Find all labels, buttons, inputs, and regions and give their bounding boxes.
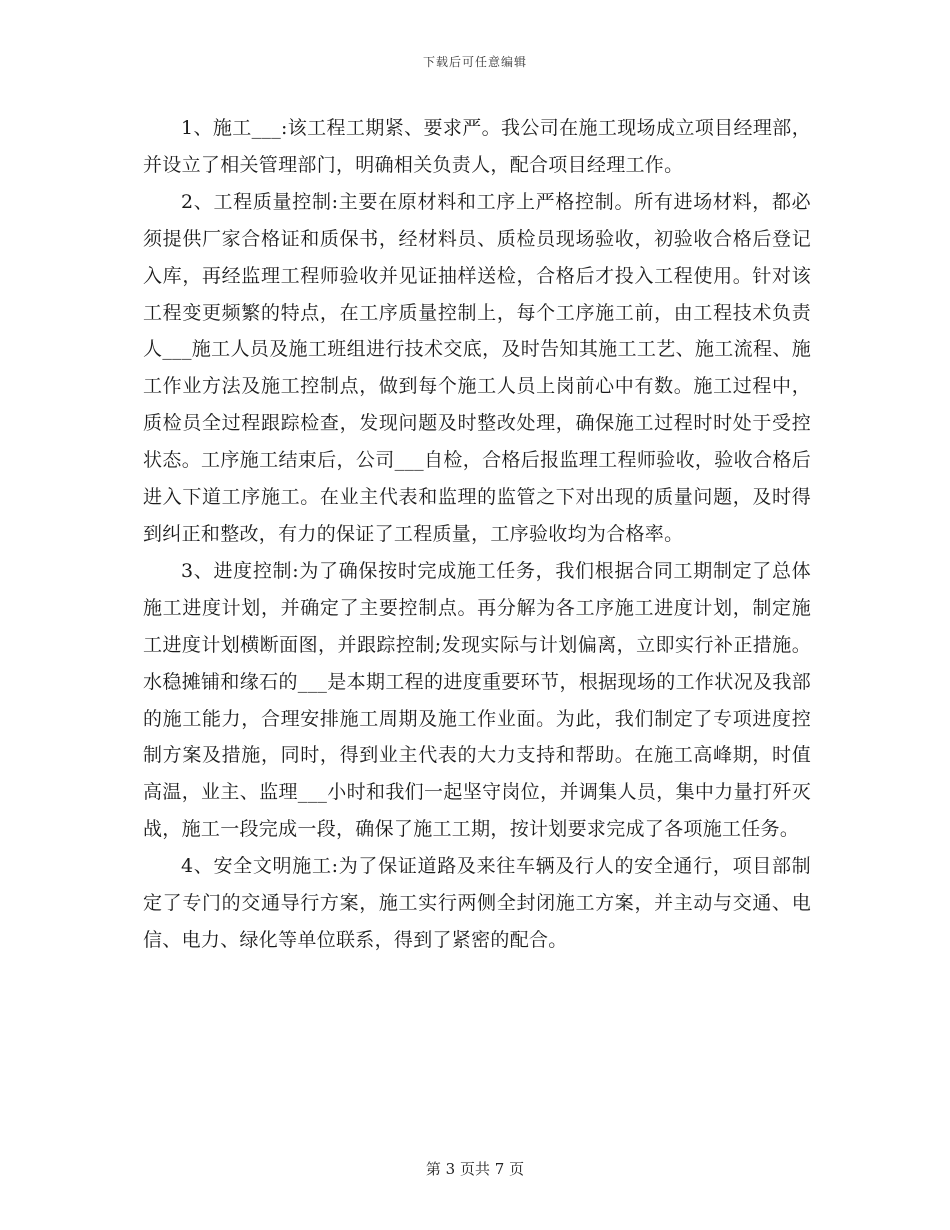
paragraph-quality-control: 2、工程质量控制:主要在原材料和工序上严格控制。所有进场材料，都必须提供厂家合格证和质保书，经材料员、质检员现场验收，初验收合格后登记入库，再经监理工程师验收并见证抽样送检，合格后才投入工程使用。针对该工程变更频繁的特点，在工序质量控制上，每个工序施工前，由工程技术负责人___施工人员及施工班组进行技术交底，及时告知其施工工艺、施工流程、施工作业方法及施工控制点，做到每个施工人员上岗前心中有数。施工过程中，质检员全过程跟踪检查，发现问题及时整改处理，确保施工过程时时处于受控状态。工序施工结束后，公司___自检，合格后报监理工程师验收，验收合格后进入下道工序施工。在业主代表和监理的监管之下对出现的质量问题，及时得到纠正和整改，有力的保证了工程质量，工序验收均为合格率。 bbox=[143, 190, 811, 545]
paragraph-schedule-control: 3、进度控制:为了确保按时完成施工任务，我们根据合同工期制定了总体施工进度计划，并确定了主要控制点。再分解为各工序施工进度计划，制定施工进度计划横断面图，并跟踪控制;发现实际与计划偏离，立即实行补正措施。水稳摊铺和缘石的___是本期工程的进度重要环节，根据现场的工作状况及我部的施工能力，合理安排施工周期及施工作业面。为此，我们制定了专项进度控制方案及措施，同时，得到业主代表的大力支持和帮助。在施工高峰期，时值高温，业主、监理___小时和我们一起坚守岗位，并调集人员，集中力量打歼灭战，施工一段完成一段，确保了施工工期，按计划要求完成了各项施工任务。 bbox=[143, 559, 811, 841]
document-body bbox=[143, 110, 811, 959]
paragraph-construction-organization: 1、施工___:该工程工期紧、要求严。我公司在施工现场成立项目经理部，并设立了相关管理部门，明确相关负责人，配合项目经理工作。 bbox=[143, 117, 811, 176]
page-number: 第 3 页共 7 页 bbox=[425, 1160, 525, 1178]
page-header: 下载后可任意编辑 bbox=[422, 55, 527, 69]
paragraph-safe-civilized-construction: 4、安全文明施工:为了保证道路及来往车辆及行人的安全通行，项目部制定了专门的交通导行方案，施工实行两侧全封闭施工方案，并主动与交通、电信、电力、绿化等单位联系，得到了紧密的配合。 bbox=[143, 855, 811, 951]
